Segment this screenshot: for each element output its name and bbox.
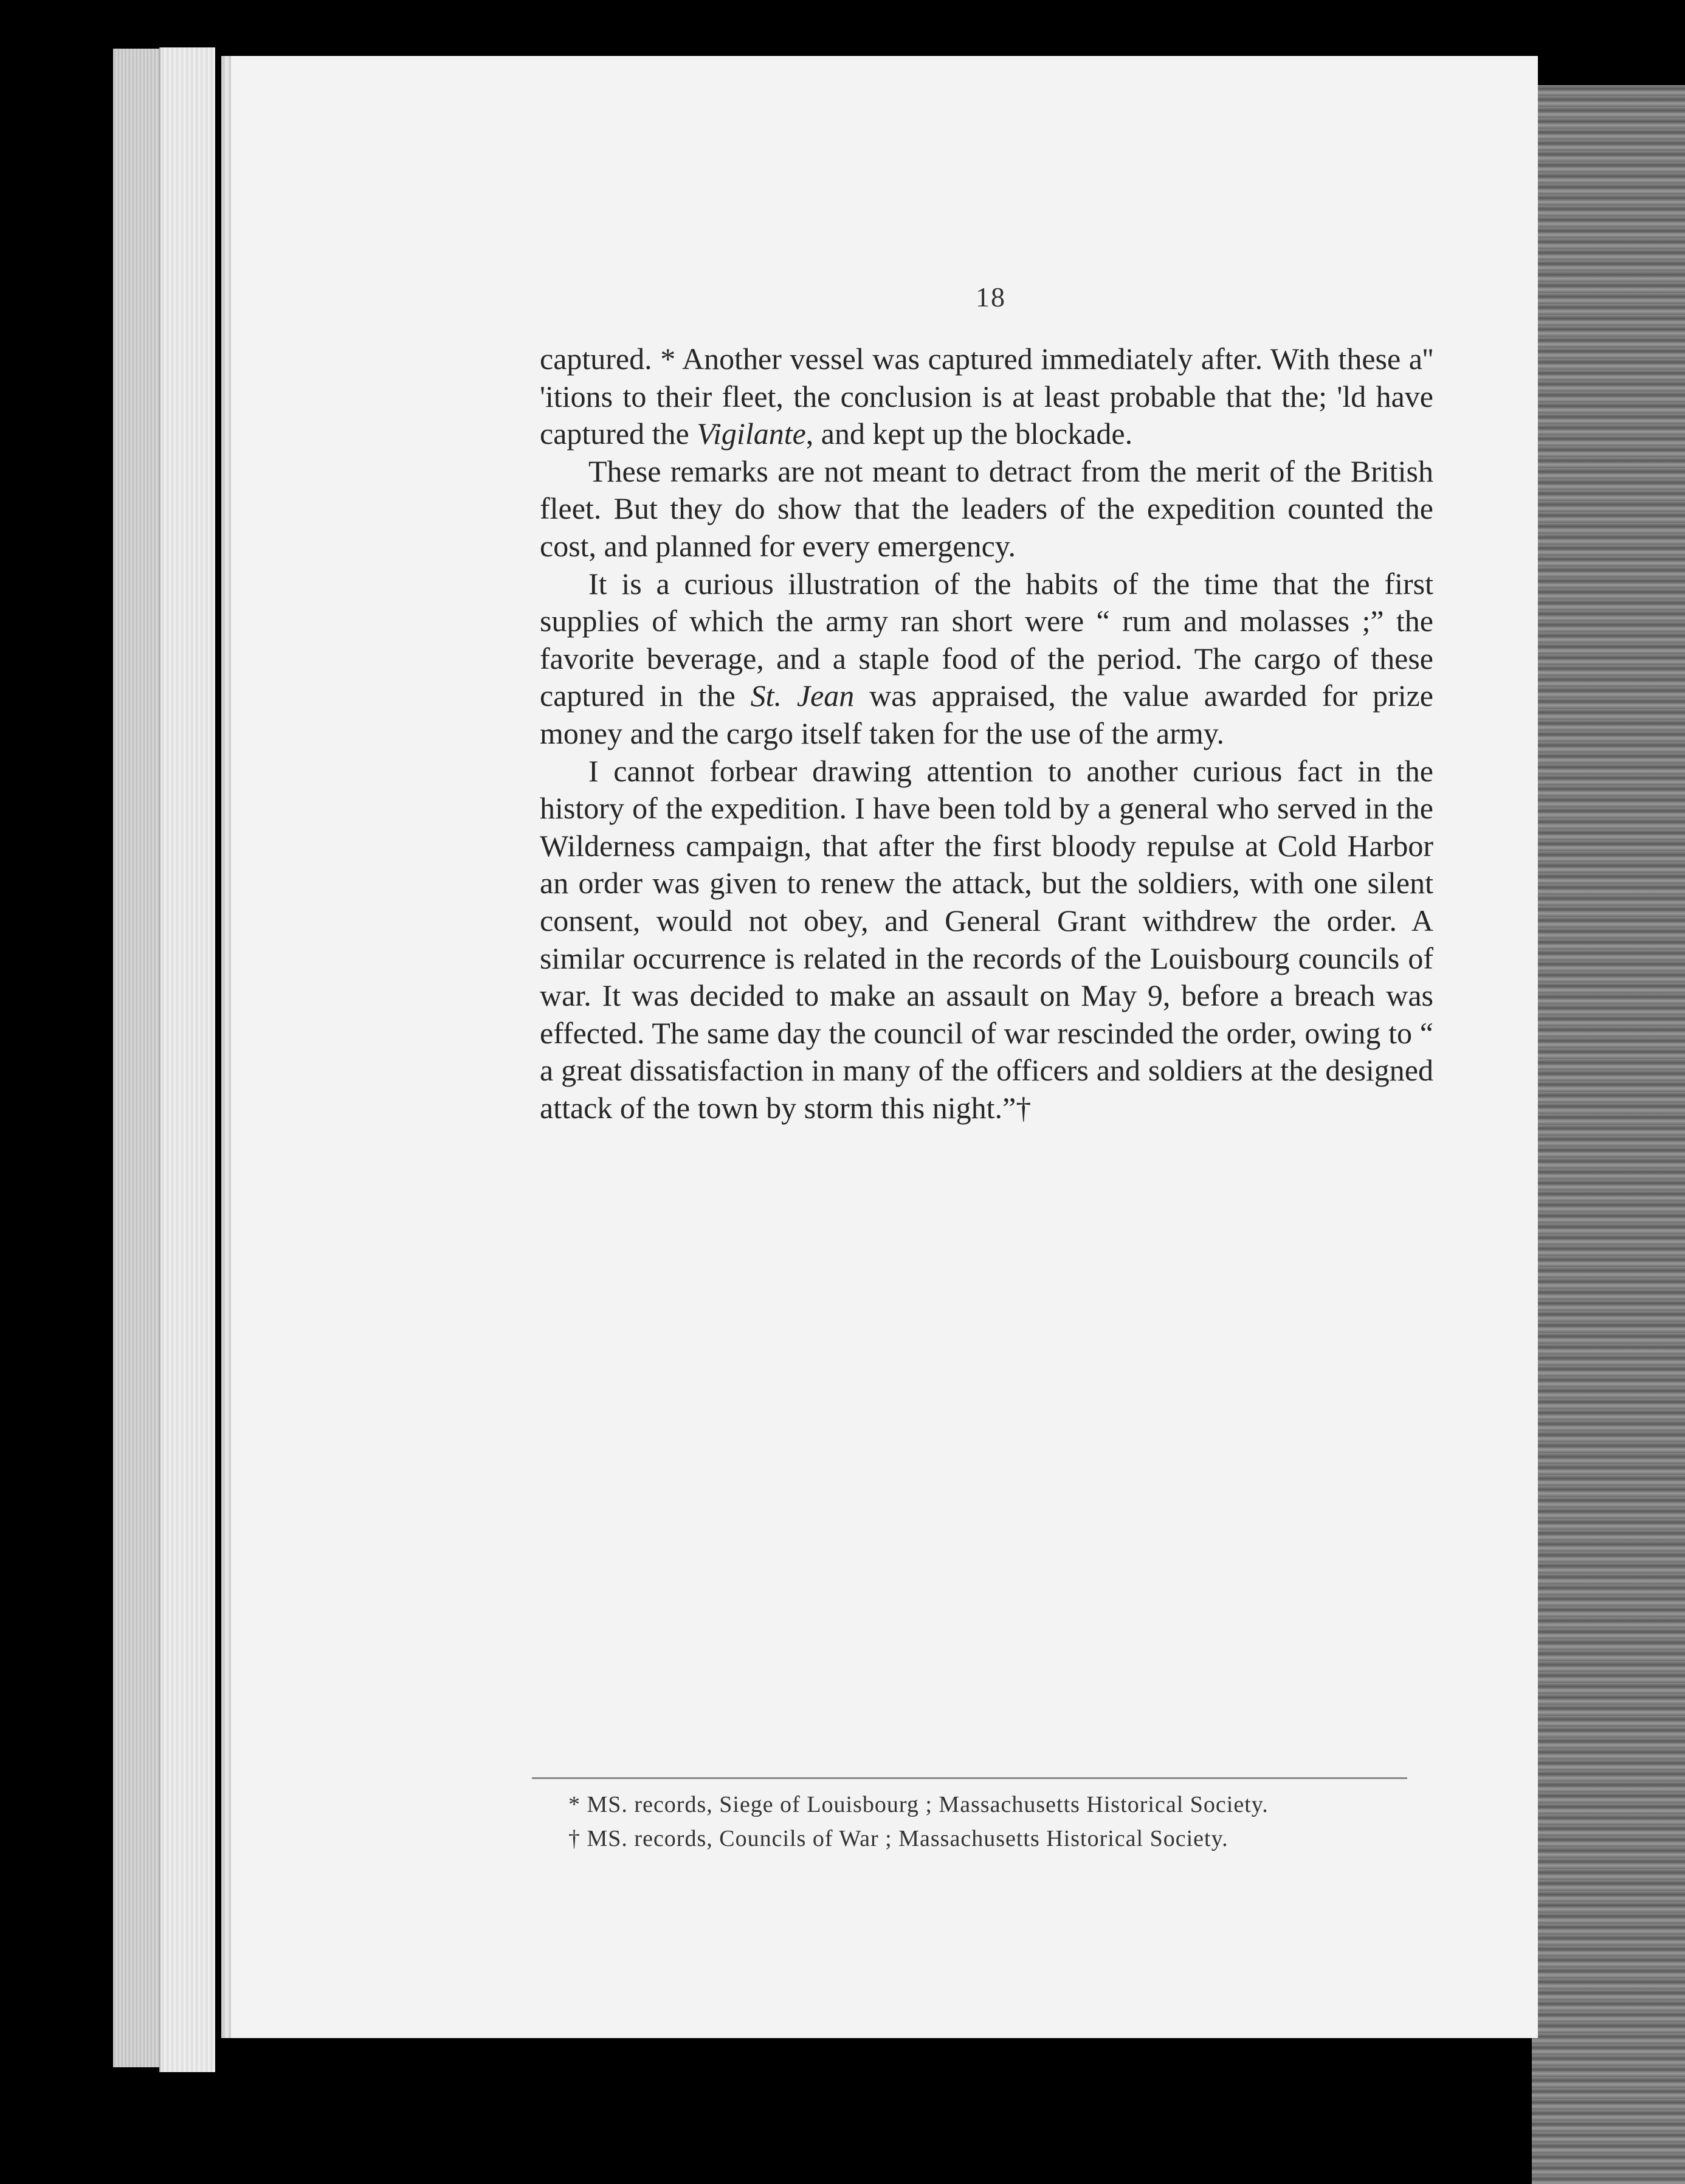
page-number: 18 (976, 282, 1006, 313)
paragraph-3-text-a: It is a curious illustration of the habits of the time that the first supplies of which the army ran short were “ rum and molasses ;” the favorite beverage, and a staple food of the period. The cargo of these captured in the (540, 566, 1433, 713)
paragraph-3-text-b: was appraised, the value awarded for prize money and the cargo itself taken for the use of the army. (540, 679, 1434, 750)
paragraph-1-text: captured. * Another vessel was captured immediately after. With these a'' 'itions to their fleet, the conclusion is at least probable that the; 'ld have captured the Vigilante, and kept up the blockade. (540, 342, 1433, 451)
paragraph-2: These remarks are not meant to detract from the merit of the British fleet. But they do show that the leaders of the expedition counted the cost, and planned for every emergency. (540, 454, 1433, 563)
paragraph-1 (540, 340, 1433, 453)
body-text (540, 340, 1433, 1127)
footnote-divider (532, 1777, 1407, 1779)
paragraph-4: I cannot forbear drawing attention to another curious fact in the history of the expedition. I have been told by a general who served in the Wilderness campaign, that after the first bloody repulse at Cold Harbor an order was given to renew the attack, but the soldiers, with one silent consent, would not obey, and General Grant withdrew the order. A similar occurrence is related in the records of the Louisbourg councils of war. It was decided to make an assault on May 9, before a breach was effected. The same day the council of war rescinded the order, owing to “ a great dissatisfaction in many of the officers and soldiers at the designed attack of the town by storm this night.”† (540, 753, 1433, 1125)
footnote-2: † MS. records, Councils of War ; Massachusetts Historical Society. (568, 1826, 1228, 1851)
background-binding (1532, 85, 1685, 2184)
paragraph-3 (540, 565, 1433, 753)
ship-name-st-jean: St. Jean (750, 679, 855, 713)
footnotes (568, 1788, 1359, 1856)
footnote-1: * MS. records, Siege of Louisbourg ; Massachusetts Historical Society. (568, 1792, 1269, 1817)
book-page-stack (159, 47, 215, 2072)
ship-name-vigilante: Vigilante (697, 416, 806, 451)
